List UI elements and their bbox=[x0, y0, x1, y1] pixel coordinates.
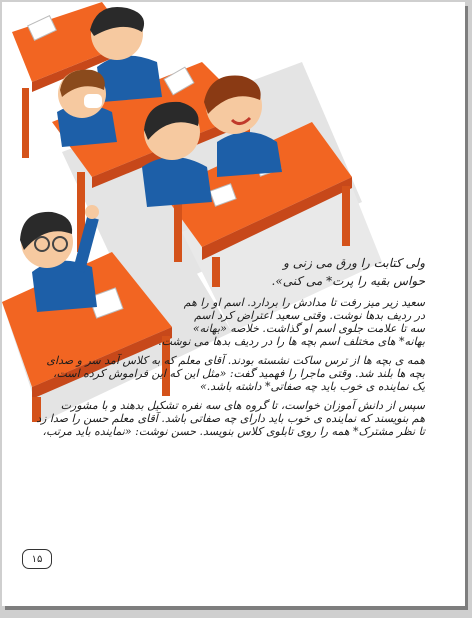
text-line: حواس بقیه را پرت* می کنی». bbox=[271, 274, 425, 288]
text-line: یک نماینده ی خوب باید چه صفاتی* داشته باشد.» bbox=[200, 380, 425, 393]
intro-lines bbox=[205, 254, 425, 290]
text-line: بهانه* های مختلف اسم بچه ها را در ردیف بدها می نوشت. bbox=[158, 335, 425, 348]
book-page bbox=[2, 2, 465, 606]
paragraph-1 bbox=[25, 296, 425, 348]
text-line: ولی کتابت را ورق می زنی و bbox=[283, 256, 425, 270]
paragraph-3 bbox=[25, 399, 425, 438]
text-line: سپس از دانش آموزان خواست، تا گروه های سه نفره تشکیل بدهند و با مشورت bbox=[60, 399, 425, 412]
text-line: هم بنویسند که نماینده ی خوب باید دارای چه صفاتی باشد. آقای معلم حسن را صدا زد bbox=[36, 412, 425, 425]
text-line: تا نظر مشترک* همه را روی تابلوی کلاس بنویسد. حسن نوشت: «نماینده باید مرتب، bbox=[42, 425, 425, 438]
story-text bbox=[25, 254, 425, 438]
text-line: سعید زیر میز رفت تا مدادش را بردارد. اسم او را هم bbox=[183, 296, 425, 309]
paragraph-2 bbox=[25, 354, 425, 393]
text-line: در ردیف بدها نوشت. وقتی سعید اعتراض کرد اسم bbox=[194, 309, 425, 322]
text-line: بچه ها بلند شد. وقتی ماجرا را فهمید گفت: «مثل این که این فراموش کرده است، bbox=[53, 367, 425, 380]
text-line: همه ی بچه ها از ترس ساکت نشسته بودند. آقای معلم که به کلاس آمد سر و صدای bbox=[46, 354, 425, 367]
page-number: ۱۵ bbox=[22, 549, 52, 569]
text-line: سه تا علامت جلوی اسم او گذاشت. خلاصه «بهانه» bbox=[192, 322, 425, 335]
